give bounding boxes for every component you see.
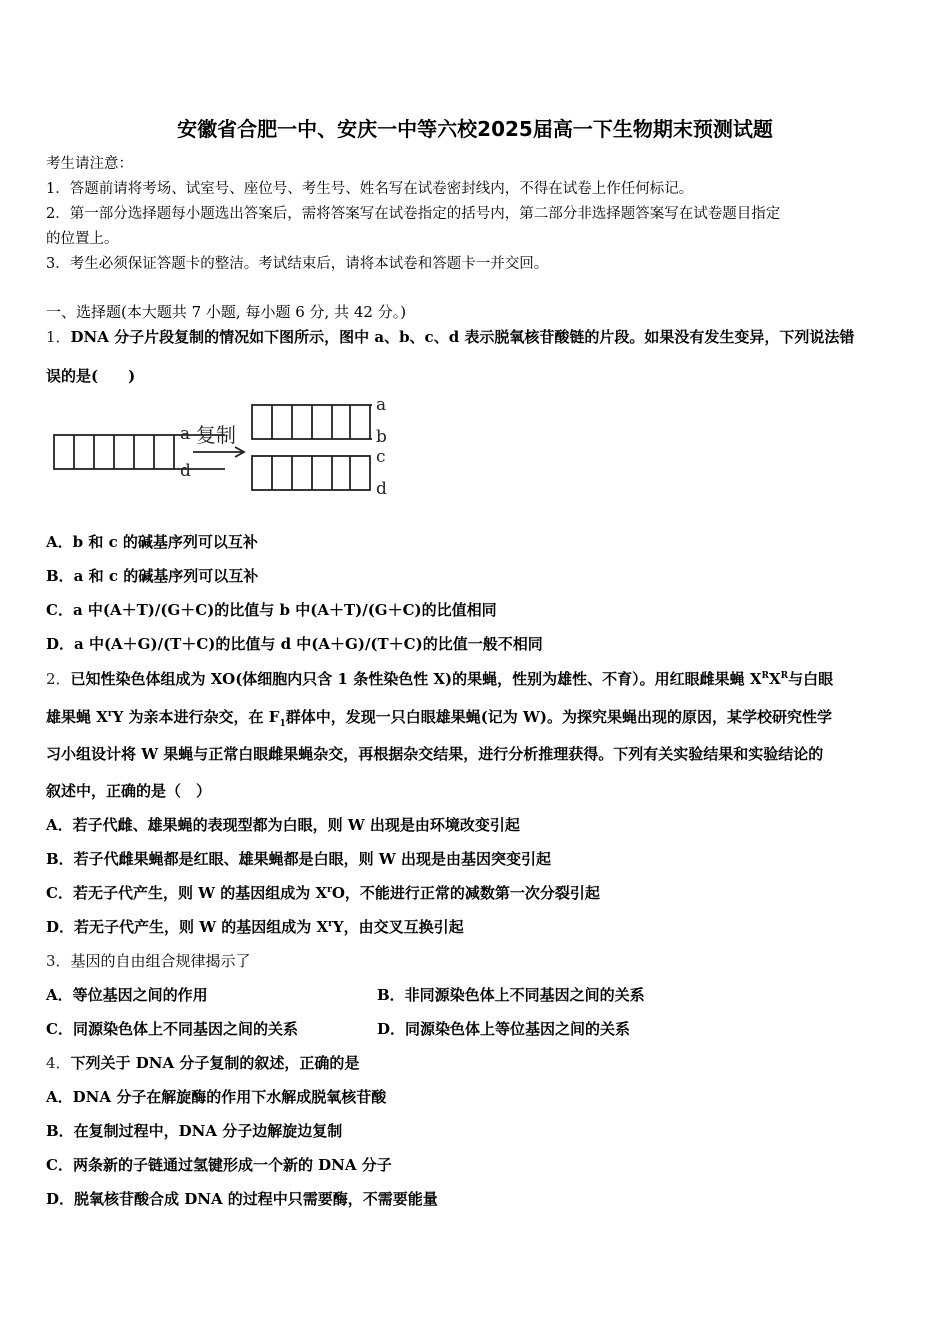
- option-a[interactable]: A．等位基因之间的作用: [46, 986, 208, 1004]
- notice-item: 2．第一部分选择题每小题选出答案后，需将答案写在试卷指定的括号内，第二部分非选择题答案写在试卷题目指定: [46, 206, 781, 222]
- notice-item: 的位置上。: [46, 231, 119, 247]
- notice-item: 1．答题前请将考场、试室号、座位号、考生号、姓名写在试卷密封线内，不得在试卷上作任何标记。: [46, 181, 694, 197]
- option-a[interactable]: A．DNA 分子在解旋酶的作用下水解成脱氧核苷酸: [46, 1088, 387, 1106]
- superscript: R: [761, 671, 769, 681]
- question-2-stem-cont: [46, 706, 832, 729]
- question-2-stem: [46, 668, 833, 689]
- question-number: 2．: [46, 670, 71, 688]
- question-text: 基因的自由组合规律揭示了: [70, 952, 251, 970]
- question-2-stem-cont: 习小组设计将 W 果蝇与正常白眼雌果蝇杂交，再根据杂交结果，进行分析推理获得。下列有关实验结果和实验结论的: [46, 745, 824, 763]
- figure-label-a-right: a: [376, 395, 387, 415]
- superscript: r: [327, 885, 332, 895]
- option-a[interactable]: A．若子代雌、雄果蝇的表现型都为白眼，则 W 出现是由环境改变引起: [46, 816, 520, 834]
- subscript: 1: [279, 719, 286, 729]
- option-b[interactable]: B．若子代雌果蝇都是红眼、雄果蝇都是白眼，则 W 出现是由基因突变引起: [46, 850, 551, 868]
- question-number: 3．: [46, 952, 71, 970]
- option-d[interactable]: D．同源染色体上等位基因之间的关系: [377, 1020, 631, 1038]
- option-b[interactable]: B．非同源染色体上不同基因之间的关系: [377, 986, 645, 1004]
- option-d[interactable]: D．脱氧核苷酸合成 DNA 的过程中只需要酶，不需要能量: [46, 1190, 438, 1208]
- figure-label-d-right: d: [376, 479, 387, 498]
- option-text: C．若无子代产生，则 W 的基因组成为 X: [46, 884, 328, 902]
- page-title: 安徽省合肥一中、安庆一中等六校2025届高一下生物期末预测试题: [177, 117, 773, 141]
- option-text: O，不能进行正常的减数第一次分裂引起: [331, 884, 600, 902]
- figure-label-c-right: c: [376, 447, 386, 467]
- question-2-stem-cont: 叙述中，正确的是（ ）: [46, 782, 212, 800]
- option-c[interactable]: C．两条新的子链通过氢键形成一个新的 DNA 分子: [46, 1156, 392, 1174]
- notice-heading: 考生请注意：: [46, 156, 133, 172]
- option-d[interactable]: [46, 916, 464, 937]
- question-text: X: [769, 670, 781, 688]
- superscript: r: [107, 709, 113, 719]
- figure-label-d-left: d: [180, 461, 191, 481]
- option-d[interactable]: D．a 中(A＋G)/(T＋C)的比值与 d 中(A＋G)/(T＋C)的比值一般不相同: [46, 635, 543, 653]
- option-c[interactable]: [46, 882, 600, 903]
- question-4-stem: [46, 1052, 359, 1073]
- section-heading: 一、选择题(本大题共 7 小题, 每小题 6 分, 共 42 分。): [46, 303, 407, 321]
- question-text: 已知性染色体组成为 XO(体细胞内只含 1 条性染色性 X)的果蝇，性别为雄性、不育）。用红眼雌果蝇 X: [70, 670, 762, 688]
- question-number: 4．: [46, 1054, 71, 1072]
- dna-replication-figure: [50, 393, 395, 498]
- option-a[interactable]: A．b 和 c 的碱基序列可以互补: [46, 533, 258, 551]
- option-text: D．若无子代产生，则 W 的基因组成为 X: [46, 918, 329, 936]
- question-number: 1．: [46, 328, 71, 346]
- figure-arrow-label: 复制: [196, 423, 236, 447]
- question-text: 下列关于 DNA 分子复制的叙述，正确的是: [70, 1054, 360, 1072]
- notice-item: 3．考生必须保证答题卡的整洁。考试结束后，请将本试卷和答题卡一并交回。: [46, 256, 549, 272]
- question-text: 群体中，发现一只白眼雄果蝇(记为 W)。为探究果蝇出现的原因，某学校研究性学: [285, 708, 832, 726]
- option-c[interactable]: C．a 中(A＋T)/(G＋C)的比值与 b 中(A＋T)/(G＋C)的比值相同: [46, 601, 497, 619]
- superscript: R: [780, 671, 789, 681]
- question-text: 与白眼: [788, 670, 834, 688]
- question-text: Y 为亲本进行杂交，在 F: [112, 708, 280, 726]
- question-1-stem-cont: 误的是( ): [46, 367, 136, 385]
- figure-label-b-right: b: [376, 427, 387, 447]
- option-b[interactable]: B．在复制过程中，DNA 分子边解旋边复制: [46, 1122, 343, 1140]
- option-text: Y，由交叉互换引起: [332, 918, 464, 936]
- question-3-stem: [46, 950, 251, 971]
- option-b[interactable]: B．a 和 c 的碱基序列可以互补: [46, 567, 259, 585]
- question-text: 雄果蝇 X: [46, 708, 108, 726]
- question-1-stem: [46, 326, 854, 347]
- figure-label-a-left: a: [180, 424, 191, 444]
- superscript: r: [328, 919, 333, 929]
- question-text: DNA 分子片段复制的情况如下图所示，图中 a、b、c、d 表示脱氧核苷酸链的片段。如果没有发生变异，下列说法错: [70, 328, 855, 346]
- option-c[interactable]: C．同源染色体上不同基因之间的关系: [46, 1020, 298, 1038]
